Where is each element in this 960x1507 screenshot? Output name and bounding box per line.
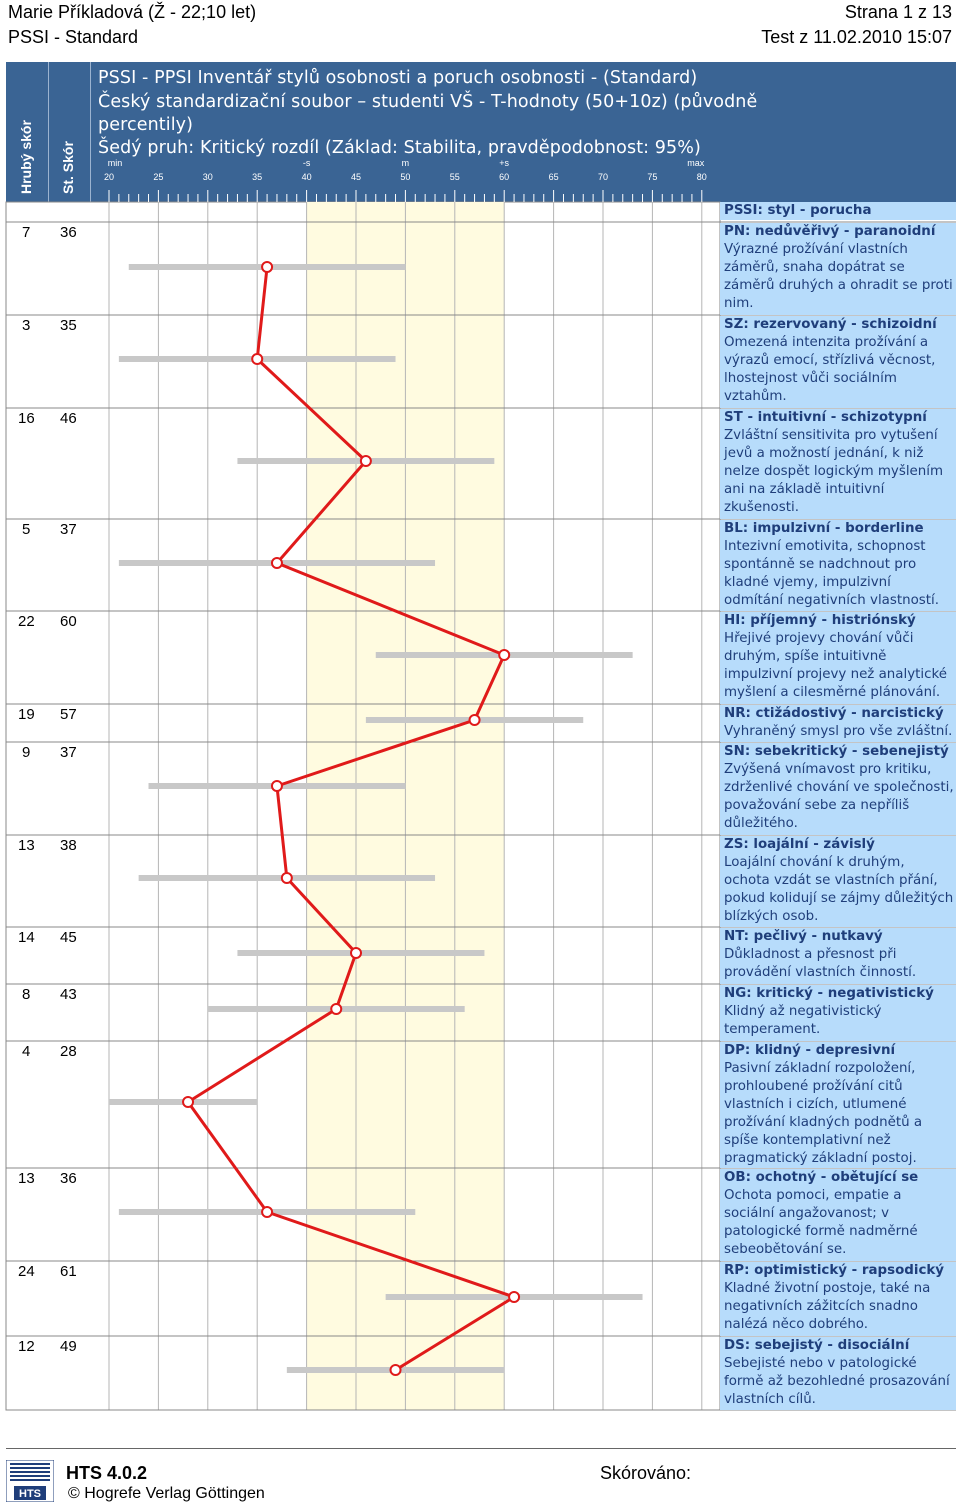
profile-point <box>282 873 292 883</box>
description-item <box>720 928 956 984</box>
profile-point <box>272 781 282 791</box>
desc-header: PSSI: styl - porucha <box>724 203 872 218</box>
raw-score: 7 <box>22 224 31 241</box>
description-item <box>720 1337 956 1410</box>
std-score: 36 <box>60 1170 77 1187</box>
description-item <box>720 836 956 927</box>
std-score: 61 <box>60 1263 77 1280</box>
scale-tick-label: 75 <box>647 172 658 182</box>
hts-logo-icon <box>6 1460 54 1502</box>
footer-divider <box>6 1448 956 1449</box>
raw-score: 3 <box>22 317 31 334</box>
std-score: 46 <box>60 410 77 427</box>
description-text: Loajální chování k druhým, ochota vzdát se vlastních přání, pokud kolidují se zájmy důležitých blízkých osob. <box>724 855 954 924</box>
profile-point <box>391 1365 401 1375</box>
test-name: PSSI - Standard <box>8 27 139 47</box>
description-title: DS: sebejistý - disociální <box>724 1338 910 1353</box>
title-line-4: Šedý pruh: Kritický rozdíl (Základ: Stabilita, pravděpodobnost: 95%) <box>98 138 701 158</box>
scale-mark-label: max <box>687 158 705 168</box>
raw-score: 19 <box>18 706 35 723</box>
scale-tick-label: 20 <box>103 172 115 182</box>
raw-score: 5 <box>22 521 31 538</box>
scale-tick-label: 70 <box>597 172 609 182</box>
std-score: 28 <box>60 1043 77 1060</box>
profile-point <box>183 1097 193 1107</box>
description-title: BL: impulzivní - borderline <box>724 521 924 536</box>
description-title: NR: ctižádostivý - narcistický <box>724 706 944 721</box>
description-text: Sebejisté nebo v patologické formě až bezohledné prosazování vlastních cílů. <box>724 1356 950 1407</box>
description-item <box>720 316 956 408</box>
description-text: Výrazné prožívání vlastních záměrů, snaha dopátrat se záměrů druhých a ohradit se proti nim. <box>724 242 953 311</box>
description-title: NT: pečlivý - nutkavý <box>724 929 883 944</box>
scale-tick-label: 80 <box>696 172 707 182</box>
raw-score: 12 <box>18 1338 35 1355</box>
std-score: 37 <box>60 744 77 761</box>
scale-tick-label: 55 <box>449 172 460 182</box>
profile-point <box>509 1292 519 1302</box>
raw-score: 14 <box>18 929 35 946</box>
scale-tick-label: 45 <box>350 172 362 182</box>
description-title: SN: sebekritický - sebenejistý <box>724 744 949 759</box>
std-score: 37 <box>60 521 77 538</box>
desc-header-box <box>720 202 956 220</box>
description-text: Kladné životní postoje, také na negativních zážitcích snadno nalézá něco dobrého. <box>724 1281 931 1332</box>
std-score: 45 <box>60 929 77 946</box>
std-score: 36 <box>60 224 77 241</box>
description-item <box>720 985 956 1041</box>
profile-point <box>351 948 361 958</box>
std-score: 60 <box>60 613 77 630</box>
description-title: HI: příjemný - histriónský <box>724 613 916 628</box>
scale-mark-label: m <box>401 158 410 168</box>
description-item <box>720 1262 956 1336</box>
description-title: RP: optimistický - rapsodický <box>724 1263 945 1278</box>
raw-score: 24 <box>18 1263 35 1280</box>
title-line-2: Český standardizační soubor – studenti VŠ - T-hodnoty (50+10z) (původně <box>98 92 758 112</box>
description-title: SZ: rezervovaný - schizoidní <box>724 317 937 332</box>
hts-logo <box>6 1460 54 1502</box>
raw-score: 22 <box>18 613 35 630</box>
logo-text: HTS <box>19 1488 41 1500</box>
description-item <box>720 1042 956 1168</box>
description-text: Ochota pomoci, empatie a sociální angažovanost; v patologické formě nadměrné sebeobětování se. <box>724 1188 918 1257</box>
description-title: ZS: loajální - závislý <box>724 837 875 852</box>
description-text: Důkladnost a přesnost při provádění vlastních činností. <box>724 947 917 980</box>
profile-point <box>499 650 509 660</box>
profile-point <box>470 715 480 725</box>
title-line-3: percentily) <box>98 115 194 135</box>
profile-point <box>252 354 262 364</box>
title-line-1: PSSI - PPSI Inventář stylů osobnosti a poruch osobnosti - (Standard) <box>98 68 698 88</box>
scale-tick-label: 35 <box>252 172 263 182</box>
description-text: Omezená intenzita prožívání a výrazů emocí, střízlivá věcnost, lhostejnost vůči sociálním vztahům. <box>724 335 936 404</box>
scale-tick-label: 65 <box>548 172 559 182</box>
version: HTS 4.0.2 <box>66 1463 148 1483</box>
profile-point <box>361 456 371 466</box>
std-score-label: St. Skór <box>60 141 76 194</box>
publisher: © Hogrefe Verlag Göttingen <box>68 1485 265 1502</box>
scored-by: Skórováno: <box>600 1463 692 1483</box>
profile-point <box>262 1207 272 1217</box>
description-text: Zvláštní sensitivita pro vytušení jevů a možností jednání, k niž nelze dospět logickým myšlením ani na základě intuitivní zkušenosti. <box>724 428 944 515</box>
scale-tick-label: 30 <box>202 172 213 182</box>
profile-point <box>331 1004 341 1014</box>
page-indicator: Strana 1 z 13 <box>844 2 952 22</box>
description-item <box>720 409 956 519</box>
description-item <box>720 1169 956 1261</box>
client-name: Marie Příkladová (Ž - 22;10 let) <box>8 2 257 22</box>
description-title: DP: klidný - depresivní <box>724 1043 896 1058</box>
description-item <box>720 612 956 704</box>
description-text: Hřejivé projevy chování vůči druhým, spíše intuitivně impulzivní projevy než analytické myšlení a cilesměrné plánování. <box>724 631 947 700</box>
profile-point <box>272 558 282 568</box>
scale-mark-label: min <box>107 158 123 168</box>
std-score: 57 <box>60 706 77 723</box>
description-item <box>720 223 956 315</box>
scale-mark-label: +s <box>499 158 510 168</box>
description-text: Vyhraněný smysl pro vše zvláštní. <box>724 724 953 739</box>
raw-score: 8 <box>22 986 31 1003</box>
raw-score: 13 <box>18 837 35 854</box>
description-text: Zvýšená vnímavost pro kritiku, zdrženlivé chování ve společnosti, považování sebe za nepříliš důležitého. <box>724 762 954 831</box>
scale-tick-label: 50 <box>400 172 411 182</box>
raw-score-label: Hrubý skór <box>18 120 34 194</box>
test-date: Test z 11.02.2010 15:07 <box>761 27 952 47</box>
description-title: OB: ochotný - obětující se <box>724 1170 919 1185</box>
description-title: PN: nedůvěřivý - paranoidní <box>724 224 936 239</box>
raw-score: 13 <box>18 1170 35 1187</box>
std-score: 35 <box>60 317 77 334</box>
std-score: 49 <box>60 1338 77 1355</box>
raw-score: 9 <box>22 744 31 761</box>
description-text: Klidný až negativistický temperament. <box>724 1004 882 1037</box>
description-title: ST - intuitivní - schizotypní <box>724 410 927 425</box>
description-text: Pasivní základní rozpoložení, prohloubené prožívání citů vlastních i cizích, utlumené prožívání kladných podnětů a spíše kontemplativní než pragmatický základní postoj. <box>724 1061 923 1166</box>
profile-point <box>262 262 272 272</box>
description-item <box>720 520 956 611</box>
scale-tick-label: 25 <box>153 172 164 182</box>
raw-score: 16 <box>18 410 35 427</box>
scale-tick-label: 40 <box>301 172 312 182</box>
description-item <box>720 705 956 742</box>
description-text: Intezivní emotivita, schopnost spontánně se nadchnout pro kladné vjemy, impulzivní odmítání negativních vlastností. <box>724 539 939 608</box>
std-score: 38 <box>60 837 77 854</box>
std-score: 43 <box>60 986 77 1003</box>
raw-score: 4 <box>22 1043 31 1060</box>
description-title: NG: kritický - negativistický <box>724 986 934 1001</box>
scale-mark-label: -s <box>302 158 311 168</box>
description-item <box>720 743 956 835</box>
scale-tick-label: 60 <box>499 172 510 182</box>
